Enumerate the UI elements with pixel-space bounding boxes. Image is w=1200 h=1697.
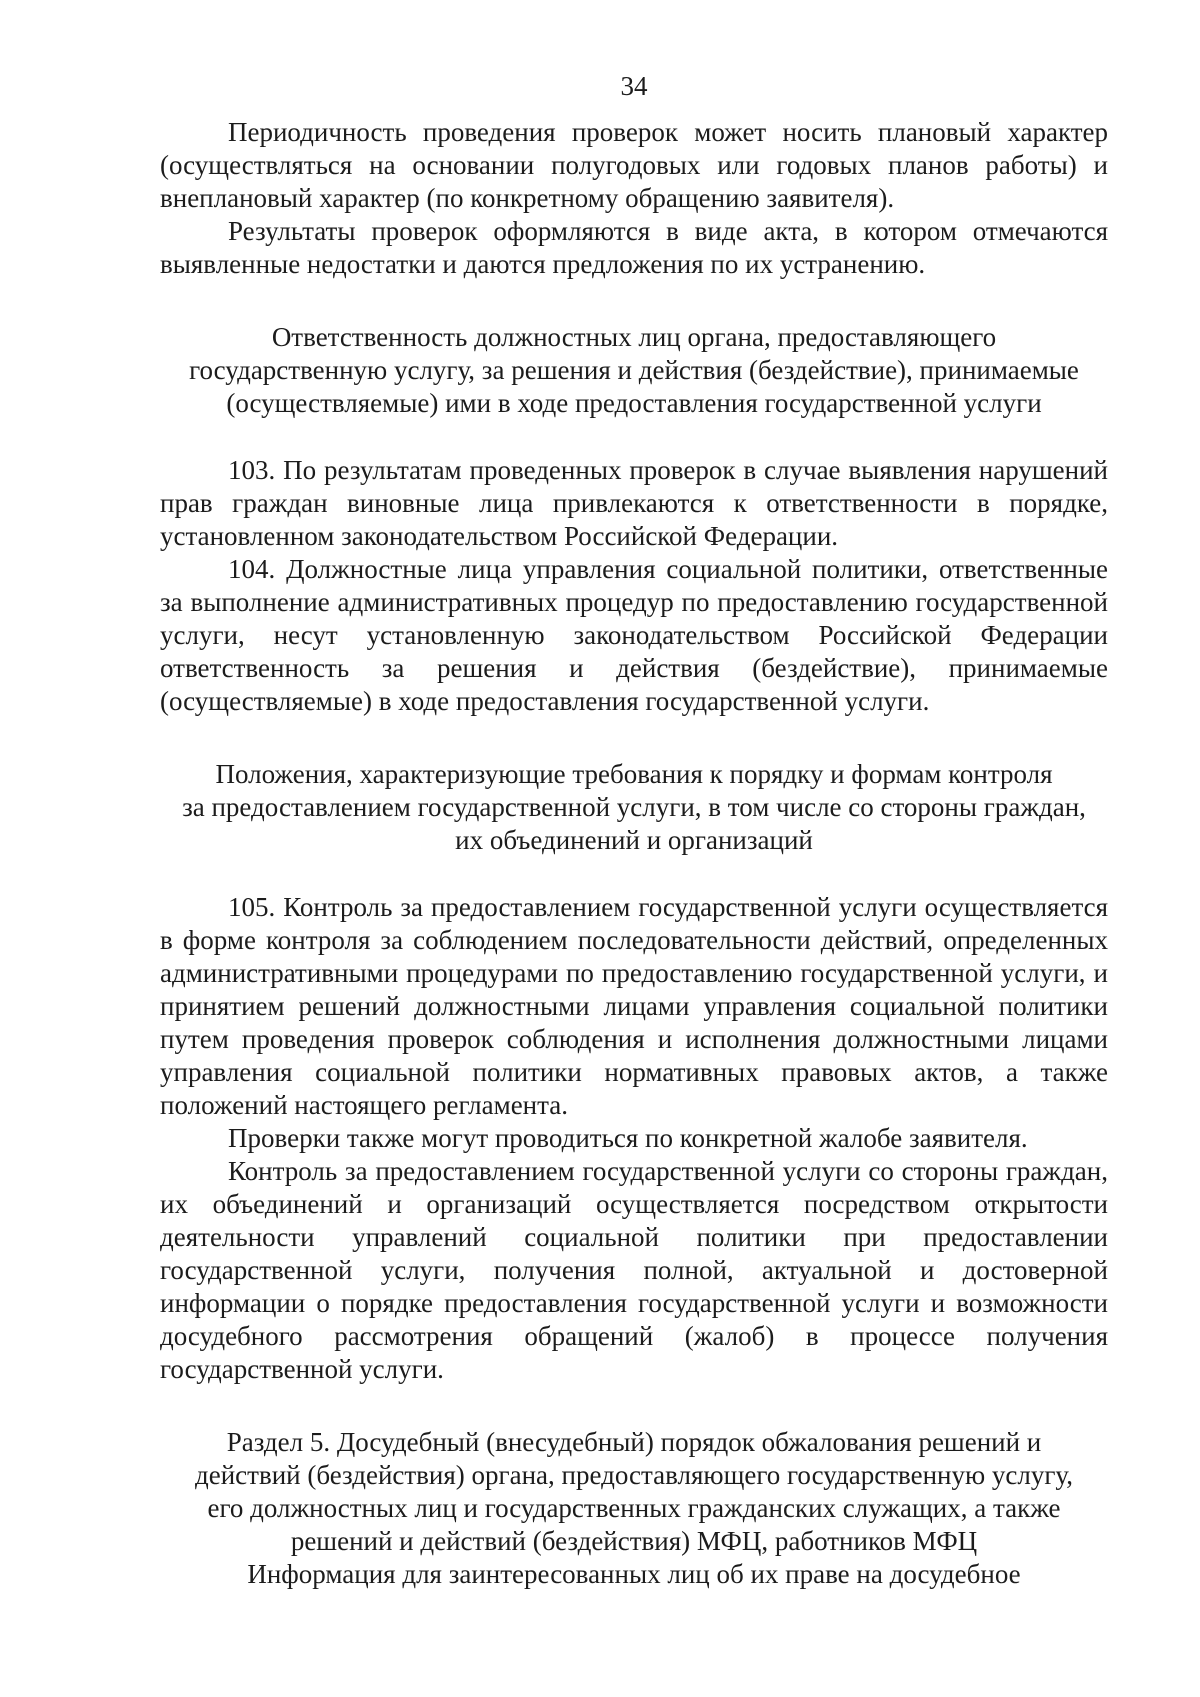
heading-control-requirements xyxy=(160,758,1108,857)
heading-line: их объединений и организаций xyxy=(455,825,813,855)
heading-line: решений и действий (бездействия) МФЦ, работников МФЦ xyxy=(290,1526,978,1556)
heading-line: государственную услугу, за решения и действия (бездействие), принимаемые xyxy=(189,355,1079,385)
paragraph-103: 103. По результатам проведенных проверок в случае выявления нарушений прав граждан виновные лица привлекаются к ответственности в порядке, установленном законодательством Российской Федерации. xyxy=(160,455,1108,551)
heading-responsibility xyxy=(160,321,1108,420)
paragraph-104: 104. Должностные лица управления социальной политики, ответственные за выполнение административных процедур по предоставлению государственной услуги, несут установленную законодательством Российской Федерации ответственность за решения и действия (бездействие), принимаемые (осуществляемые) в ходе предоставления государственной услуги. xyxy=(160,554,1108,716)
paragraph-inspection-frequency: Периодичность проведения проверок может носить плановый характер (осуществляться на основании полугодовых или годовых планов работы) и внеплановый характер (по конкретному обращению заявителя). xyxy=(160,117,1108,213)
paragraph-public-control: Контроль за предоставлением государственной услуги со стороны граждан, их объединений и организаций осуществляется посредством открытости деятельности управлений социальной политики при предоставлении государственной услуги, получения полной, актуальной и достоверной информации о порядке предоставления государственной услуги и возможности досудебного рассмотрения обращений (жалоб) в процессе получения государственной услуги. xyxy=(160,1156,1108,1384)
heading-line: (осуществляемые) ими в ходе предоставления государственной услуги xyxy=(226,388,1042,418)
page-number: 34 xyxy=(620,71,648,101)
heading-line: Положения, характеризующие требования к порядку и формам контроля xyxy=(215,759,1053,789)
paragraph-complaint-inspections: Проверки также могут проводиться по конкретной жалобе заявителя. xyxy=(228,1123,1028,1153)
heading-line: Раздел 5. Досудебный (внесудебный) порядок обжалования решений и xyxy=(226,1427,1042,1457)
heading-line: действий (бездействия) органа, предоставляющего государственную услугу, xyxy=(195,1460,1073,1490)
heading-line: за предоставлением государственной услуги, в том числе со стороны граждан, xyxy=(182,792,1086,822)
heading-line: Ответственность должностных лиц органа, предоставляющего xyxy=(271,322,997,352)
paragraph-inspection-results: Результаты проверок оформляются в виде акта, в котором отмечаются выявленные недостатки и даются предложения по их устранению. xyxy=(160,216,1108,279)
heading-section-5 xyxy=(160,1426,1108,1591)
heading-line: его должностных лиц и государственных гражданских служащих, а также xyxy=(207,1493,1061,1523)
heading-line: Информация для заинтересованных лиц об их праве на досудебное xyxy=(247,1559,1021,1589)
paragraph-105: 105. Контроль за предоставлением государственной услуги осуществляется в форме контроля за соблюдением последовательности действий, определенных административными процедурами по предоставлению государственной услуги, и принятием решений должностными лицами управления социальной политики путем проведения проверок соблюдения и исполнения должностными лицами управления социальной политики нормативных правовых актов, а также положений настоящего регламента. xyxy=(160,892,1108,1120)
